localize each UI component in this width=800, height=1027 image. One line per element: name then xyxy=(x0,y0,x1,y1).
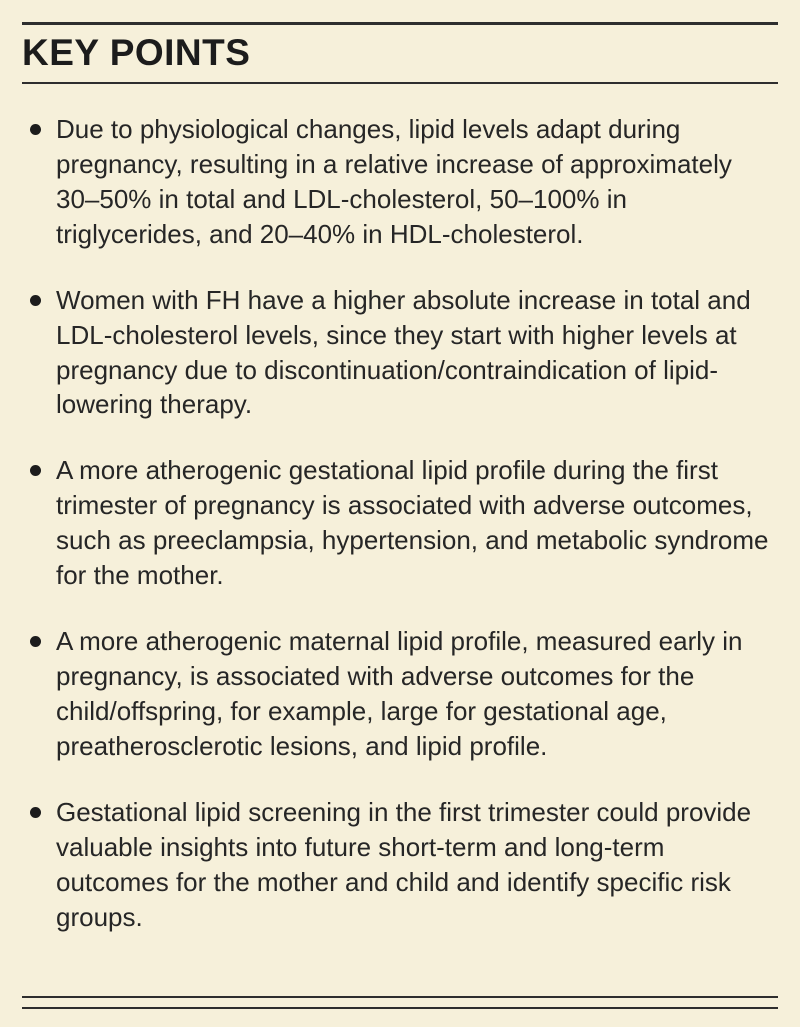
top-rule xyxy=(22,22,778,25)
bullet-icon xyxy=(30,295,41,306)
key-points-title: KEY POINTS xyxy=(22,32,251,73)
key-point-text: Due to physiological changes, lipid levels adapt during pregnancy, resulting in a relative increase of approximately 30–50% in total and LDL-cholesterol, 50–100% in triglycerides, and 20–40% in HDL-cholesterol. xyxy=(56,113,732,249)
key-point-text: Women with FH have a higher absolute increase in total and LDL-cholesterol levels, since they start with higher levels at pregnancy due to discontinuation/contraindication of lipid-lowering therapy. xyxy=(56,284,751,420)
key-point-item xyxy=(30,283,774,423)
key-points-list xyxy=(22,112,778,982)
bullet-icon xyxy=(30,807,41,818)
key-point-item xyxy=(30,624,774,764)
title-underline-rule xyxy=(22,82,778,84)
key-point-text: Gestational lipid screening in the first trimester could provide valuable insights into future short-term and long-term outcomes for the mother and child and identify specific risk groups. xyxy=(56,797,752,933)
key-point-item xyxy=(30,453,774,593)
bullet-icon xyxy=(30,124,41,135)
bottom-rule-1 xyxy=(22,996,778,998)
key-point-item xyxy=(30,795,774,935)
key-point-text: A more atherogenic gestational lipid profile during the first trimester of pregnancy is associated with adverse outcomes, such as preeclampsia, hypertension, and metabolic syndrome for the mother. xyxy=(56,455,769,591)
bottom-rule-2 xyxy=(22,1007,778,1009)
bullet-icon xyxy=(30,636,41,647)
key-point-text: A more atherogenic maternal lipid profile, measured early in pregnancy, is associated with adverse outcomes for the child/offspring, for example, large for gestational age, preatherosclerotic lesions, and lipid profile. xyxy=(56,626,743,762)
key-point-item xyxy=(30,112,774,252)
bullet-icon xyxy=(30,465,41,476)
bottom-double-rule xyxy=(22,996,778,1009)
